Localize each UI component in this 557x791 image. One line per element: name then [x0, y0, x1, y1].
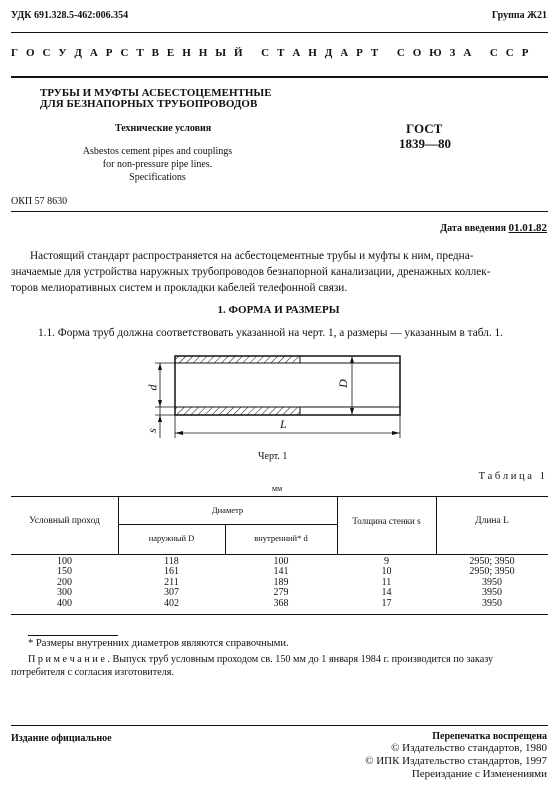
table-cell-wall: 14 [381, 587, 392, 599]
table-cell-outer: 307 [164, 587, 179, 599]
table-cell-nominal: 200 [57, 576, 72, 588]
note-line-2: потребителя с согласия изготовителя. [11, 667, 175, 678]
table-cell-nominal: 100 [57, 556, 72, 567]
intro-line-3: торов мелиоративных систем и прокладки кабелей телефонной связи. [11, 282, 348, 294]
table-cell-outer: 118 [164, 556, 179, 567]
table-cell-length: 2950; 3950 [469, 556, 515, 567]
section-heading: 1. ФОРМА И РАЗМЕРЫ [217, 304, 340, 316]
note-line-1: П р и м е ч а н и е . Выпуск труб условным проходом св. 150 мм до 1 января 1984 г. производится по заказу [28, 654, 494, 665]
footnote: * Размеры внутренних диаметров являются справочными. [28, 638, 289, 649]
th-wall: Толщина стенки s [352, 516, 421, 526]
table-header-rule [11, 554, 548, 555]
udc-code: УДК 691.328.5-462:006.354 [11, 10, 129, 21]
official-edition: Издание официальное [11, 733, 112, 744]
gost-number: 1839—80 [399, 136, 451, 151]
table-cell-length: 2950; 3950 [469, 566, 515, 578]
table-cell-wall: 9 [384, 556, 389, 567]
table-cell-outer: 211 [164, 576, 179, 588]
copyright-1997: © ИПК Издательство стандартов, 1997 [365, 755, 547, 767]
label-d: d [145, 384, 160, 391]
title-subtitle: Технические условия [115, 123, 212, 134]
table-units: мм [272, 484, 283, 493]
pipe-outline [175, 356, 400, 415]
table-cell-inner: 100 [273, 556, 289, 567]
title-line-2: ДЛЯ БЕЗНАПОРНЫХ ТРУБОПРОВОДОВ [40, 98, 258, 110]
intro-date [440, 222, 547, 234]
english-title-line-1: Asbestos cement pipes and couplings [82, 146, 233, 157]
copyright-1980: © Издательство стандартов, 1980 [391, 742, 547, 754]
english-title [11, 145, 304, 184]
reissue-note: Переиздание с Изменениями [411, 768, 547, 780]
th-diameter: Диаметр [211, 505, 244, 515]
intro-date-value: 01.01.82 [508, 222, 547, 234]
table-cell-wall: 11 [381, 576, 392, 588]
okp-code: ОКП 57 8630 [11, 196, 68, 207]
label-s: s [144, 428, 159, 433]
okp-rule [11, 211, 548, 212]
th-nominal: Условный проход [29, 516, 100, 526]
state-standard-banner: Г О С У Д А Р С Т В Е Н Н Ы Й С Т А Н Д А Р Т С О Ю З А С С Р [11, 47, 532, 59]
table-cell-nominal: 150 [57, 566, 72, 578]
th-inner: внутренний* d [254, 533, 308, 543]
table-top-rule [11, 496, 548, 497]
table-cell-length: 3950 [482, 576, 502, 588]
table-cell-length: 3950 [482, 597, 502, 609]
drawing-caption: Черт. 1 [258, 451, 288, 462]
table-cell-inner: 141 [273, 566, 289, 578]
table-cell-inner: 189 [273, 576, 289, 588]
table-cell-outer: 161 [164, 566, 179, 578]
table-cell-length: 3950 [482, 587, 502, 599]
group-code: Группа Ж21 [491, 10, 547, 21]
th-length: Длина L [475, 516, 509, 526]
section-para: 1.1. Форма труб должна соответствовать указанной на черт. 1, а размеры — указанным в табл. 1. [38, 327, 503, 339]
table-cell-nominal: 300 [57, 587, 72, 599]
pipe-drawing [130, 348, 420, 448]
gost-label: ГОСТ [406, 121, 443, 136]
label-L: L [280, 417, 287, 431]
table-cell-inner: 279 [273, 587, 289, 599]
intro-line-1: Настоящий стандарт распространяется на асбестоцементные трубы и муфты к ним, предна- [30, 250, 474, 262]
table-cell-wall: 10 [381, 566, 392, 578]
label-D: D [335, 379, 350, 388]
title-line-1: ТРУБЫ И МУФТЫ АСБЕСТОЦЕМЕНТНЫЕ [40, 87, 272, 99]
table-cell-nominal: 400 [57, 597, 72, 609]
banner-rule [11, 76, 548, 78]
th-outer: наружный D [148, 533, 195, 543]
intro-date-label: Дата введения [440, 223, 506, 234]
intro-line-2: значаемые для устройства наружных трубопроводов безнапорной канализации, дренажных коллек- [11, 266, 491, 278]
table-bottom-rule [11, 614, 548, 615]
english-title-line-2: for non-pressure pipe lines. [102, 159, 213, 170]
table-cell-inner: 368 [273, 597, 289, 609]
reprint-notice: Перепечатка воспрещена [432, 731, 547, 742]
wall-bottom [175, 407, 300, 415]
table-caption: Т а б л и ц а 1 [478, 471, 545, 482]
table-cell-outer: 402 [164, 597, 179, 609]
wall-top [175, 356, 300, 363]
footer-rule [11, 725, 548, 726]
english-title-line-3: Specifications [129, 172, 186, 183]
table-cell-wall: 17 [381, 597, 392, 609]
header-rule [11, 32, 548, 33]
